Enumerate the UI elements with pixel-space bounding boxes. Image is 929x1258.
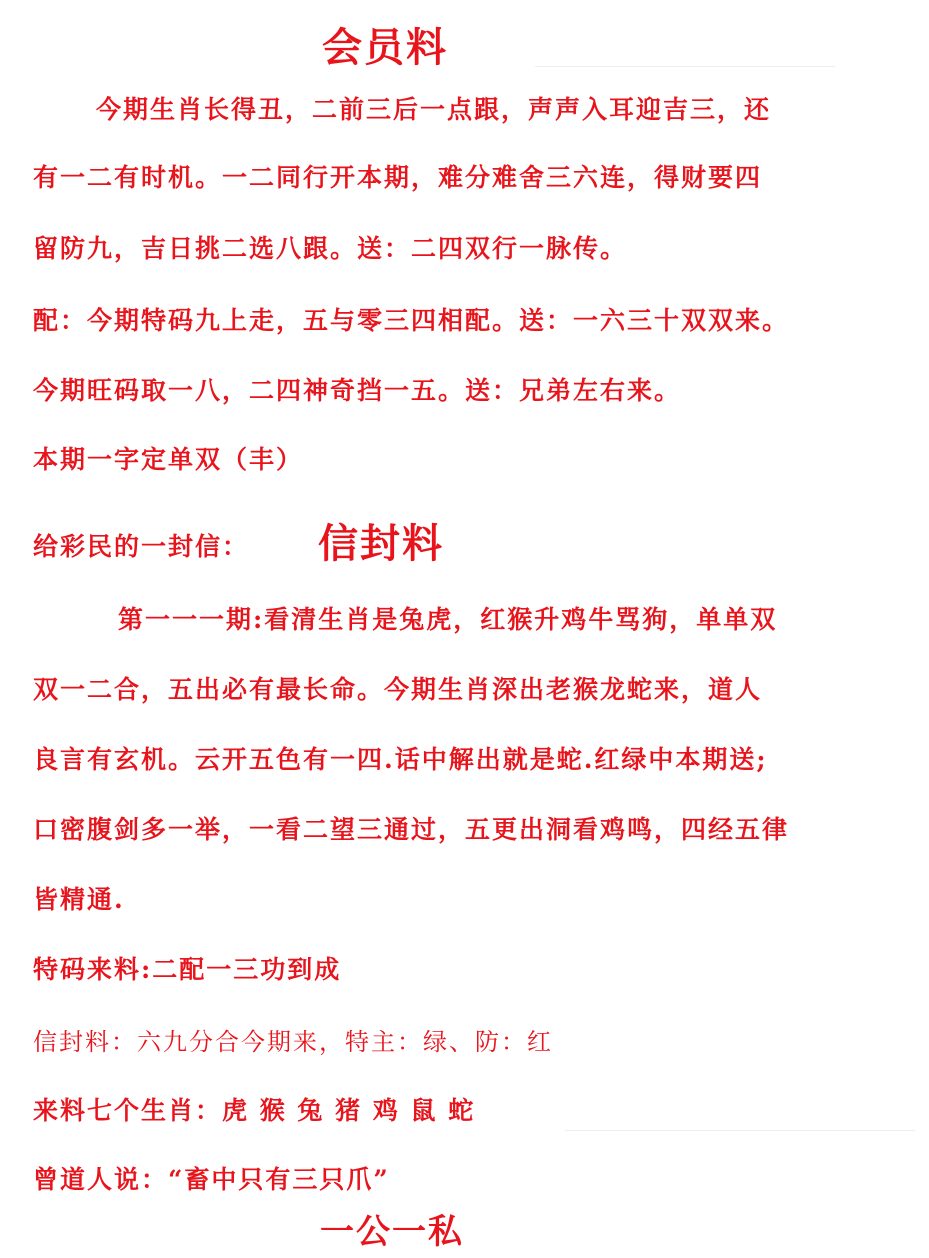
letter-label: 给彩民的一封信： xyxy=(33,532,250,561)
scan-mark-bottom xyxy=(565,1130,915,1131)
daoren-line: 曾道人说：“畜中只有三只爪” xyxy=(33,1165,390,1194)
para2-line-5: 皆精通. xyxy=(33,885,125,914)
para1-line-2: 有一二有时机。一二同行开本期，难分难舍三六连，得财要四 xyxy=(33,163,763,192)
danshuang-line: 本期一字定单双（丰） xyxy=(33,445,304,474)
scan-mark-top xyxy=(535,66,835,67)
footer-title: 一公一私 xyxy=(320,1212,464,1252)
tema-line: 特码来料:二配一三功到成 xyxy=(33,955,342,984)
para2-line-1: 第一一一期:看清生肖是兔虎，红猴升鸡牛骂狗，单单双 xyxy=(118,605,778,634)
para2-line-3: 良言有玄机。云开五色有一四.话中解出就是蛇.红绿中本期送; xyxy=(33,745,768,774)
title-huiyuan: 会员料 xyxy=(322,24,448,71)
title-xinfeng: 信封料 xyxy=(318,520,444,567)
para2-line-4: 口密腹剑多一举，一看二望三通过，五更出洞看鸡鸣，四经五律 xyxy=(33,815,790,844)
xinfeng-line: 信封料：六九分合今期来，特主：绿、防：红 xyxy=(33,1028,553,1056)
pei-line: 配：今期特码九上走，五与零三四相配。送：一六三十双双来。 xyxy=(33,306,790,335)
wang-line: 今期旺码取一八，二四神奇挡一五。送：兄弟左右来。 xyxy=(33,376,682,405)
para1-line-1: 今期生肖长得丑，二前三后一点跟，声声入耳迎吉三，还 xyxy=(96,95,772,124)
para2-line-2: 双一二合，五出必有最长命。今期生肖深出老猴龙蛇来，道人 xyxy=(33,675,763,704)
zodiac-line: 来料七个生肖：虎 猴 兔 猪 鸡 鼠 蛇 xyxy=(33,1096,476,1125)
para1-line-3: 留防九，吉日挑二选八跟。送：二四双行一脉传。 xyxy=(33,234,628,263)
